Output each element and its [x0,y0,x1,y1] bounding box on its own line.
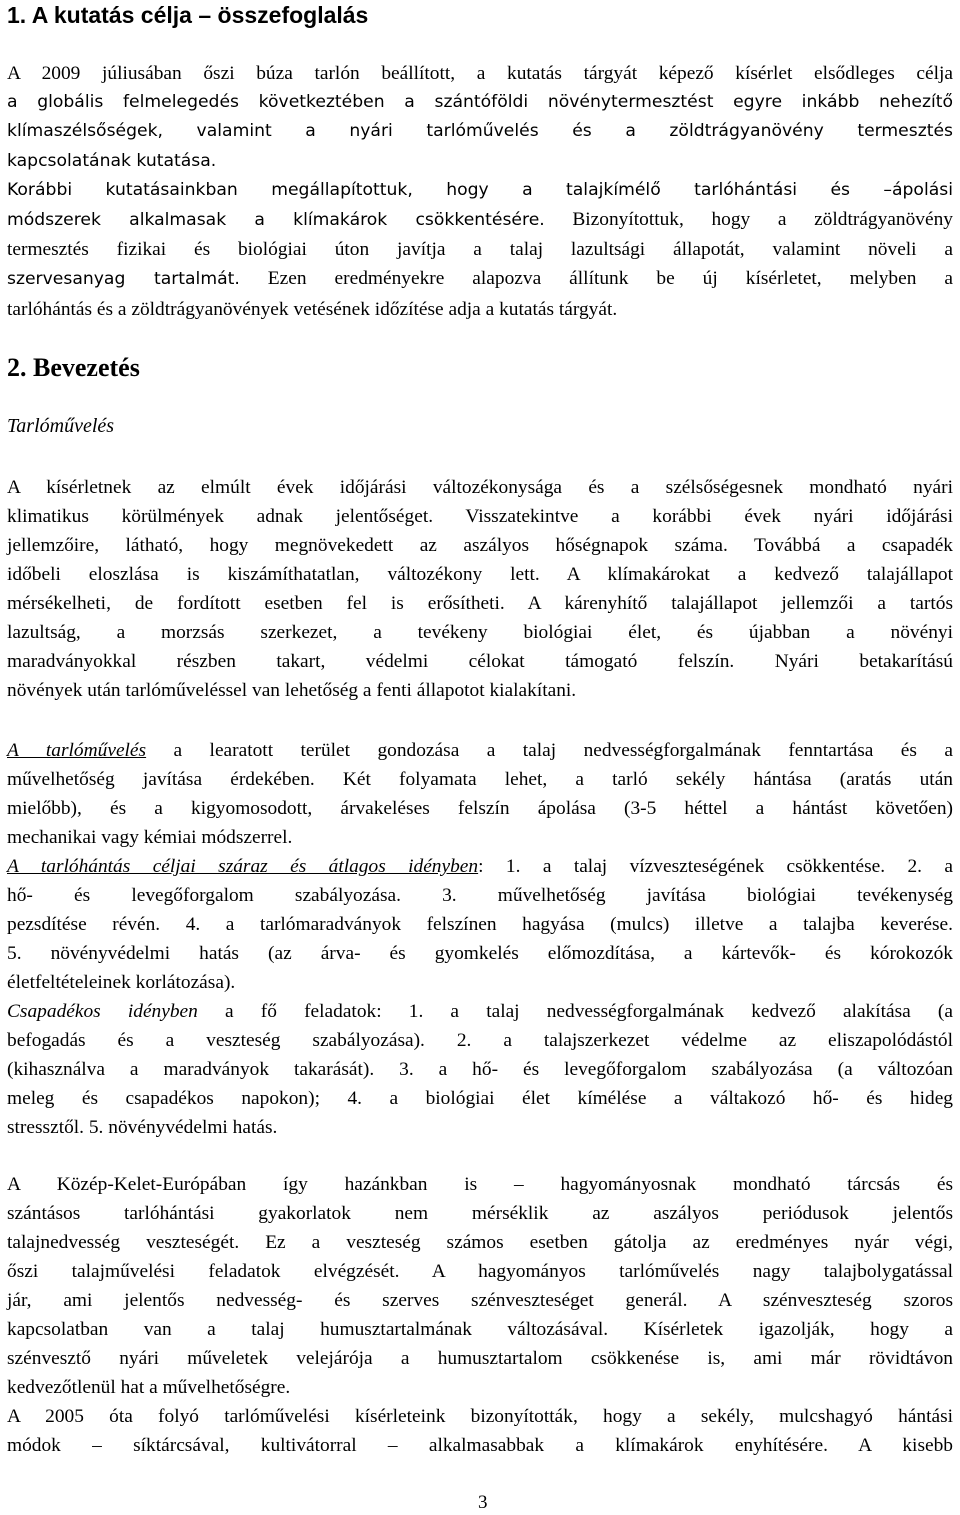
text-span: a fő feladatok: 1. a talaj nedvességforgalmának kedvező alakítása (a [197,1001,953,1022]
text-line: A 2009 júliusában őszi búza tarlón beállított, a kutatás tárgyát képező kísérlet elsődleges célja [7,63,953,84]
text-line: művelhetőség javítása érdekében. Két folyamata lehet, a tarló sekély hántása (aratás után [7,769,953,790]
text-line: a globális felmelegedés következtében a szántóföldi növénytermesztést egyre inkább nehezítő [7,92,953,113]
text-line: tarlóhántás és a zöldtrágyanövények vetésének időzítése adja a kutatás tárgyát. [7,298,618,320]
text-span: : 1. a talaj vízveszteségének csökkentése. 2. a [478,856,953,877]
text-line: termesztés fizikai és biológiai úton javítja a talaj lazultsági állapotát, valamint növeli a [7,239,953,261]
text-line: szántásos tarlóhántási gyakorlatok nem mérséklik az aszályos periódusok jelentős [7,1203,953,1224]
text-line: életfeltételeinek korlátozása). [7,972,236,993]
emphasis-text: A tarlóhántás céljai száraz és átlagos idényben [7,856,479,877]
text-span: szervesanyag tartalmát. [7,269,240,290]
text-line: klímaszélsőségek, valamint a nyári tarlóművelés és a zöldtrágyanövény termesztés [7,121,953,142]
text-line: mechanikai vagy kémiai módszerrel. [7,827,293,848]
text-line: A Közép-Kelet-Európában így hazánkban is – hagyományosnak mondható tárcsás és [7,1174,953,1195]
stubble-tillage-paragraph [7,736,953,1142]
text-line [7,736,953,765]
section-heading-2: 2. Bevezetés [7,353,140,382]
text-line: kapcsolatának kutatása. [7,150,217,171]
text-line: A kísérletnek az elmúlt évek időjárási változékonysága és a szélsőségesnek mondható nyári [7,477,953,498]
text-line: 5. növényvédelmi hatás (az árva- és gyomkelés előmozdítása, a kártevők- és kórokozók [7,943,953,964]
text-line: lazultság, a morzsás szerkezet, a tevékeny biológiai élet, és újabban a növényi [7,622,953,643]
section-heading-1: 1. A kutatás célja – összefoglalás [7,2,369,28]
text-line: stressztől. 5. növényvédelmi hatás. [7,1117,278,1138]
text-line: A 2005 óta folyó tarlóművelési kísérleteink bizonyították, hogy a sekély, mulcshagyó hántási [7,1406,953,1427]
text-line: őszi talajművelési feladatok elvégzését. A hagyományos tarlóművelés nagy talajbolygatással [7,1261,953,1282]
text-line: hő- és levegőforgalom szabályozása. 3. művelhetőség javítása biológiai tevékenység [7,885,953,906]
text-line: maradványokkal részben takart, védelmi célokat támogató felszín. Nyári betakarítású [7,651,953,672]
text-line: növények után tarlóműveléssel van lehetőség a fenti állapotot kialakítani. [7,680,577,701]
emphasis-text: Csapadékos idényben [7,1001,198,1022]
text-line: mérsékelheti, de fordított esetben fel is erősítheti. A kárenyhítő talajállapot jellemzői a tartós [7,593,953,614]
text-line: szénvesztő nyári műveletek velejárója a humusztartalom csökkenése is, ami már rövidtávon [7,1348,953,1369]
text-span: a learatott terület gondozása a talaj nedvességforgalmának fenntartása és a [146,740,953,761]
text-line: pezsdítése révén. 4. a tarlómaradványok felszínen hagyása (mulcs) illetve a talajba keverése. [7,914,953,935]
text-line: klimatikus körülmények adnak jelentőséget. Visszatekintve a korábbi évek nyári időjárási [7,506,953,527]
text-line [7,205,953,235]
text-line: befogadás és a veszteség szabályozása). 2. a talajszerkezet védelme az eliszapolódástól [7,1030,953,1051]
text-line: (kihasználva a maradványok takarását). 3. a hő- és levegőforgalom szabályozása (a változóan [7,1059,953,1080]
intro-paragraph [7,473,953,705]
text-line: módok – síktárcsával, kultivátorral – alkalmasabbak a klímakárok enyhítésére. A kisebb [7,1435,953,1456]
text-line: időbeli eloszlása is kiszámíthatatlan, változékony lett. A klímakárokat a kedvező talajállapot [7,564,953,585]
text-line: Korábbi kutatásainkban megállapítottuk, hogy a talajkímélő tarlóhántási és –ápolási [7,179,953,200]
text-line [7,997,953,1026]
text-span: Ezen eredményekre alapozva állítunk be új kísérletet, melyben a [239,268,953,290]
text-line: talajnedvesség veszteségét. Ez a veszteség számos esetben gátolja az eredményes nyár végi, [7,1232,953,1253]
text-line: jellemzőire, látható, hogy megnövekedett az aszályos hőségnapok száma. Továbbá a csapadék [7,535,953,556]
text-span: módszerek alkalmasak a klímakárok csökkentésére. [7,210,545,231]
summary-paragraph [7,59,953,324]
central-europe-paragraph [7,1170,953,1460]
page-number: 3 [478,1492,488,1513]
text-line: mielőbb), és a kigyomosodott, árvakeléses felszín ápolása (3-5 héttel a hántást követően) [7,798,953,819]
text-line [7,852,953,881]
subsection-heading: Tarlóművelés [7,415,115,437]
text-line: meleg és csapadékos napokon); 4. a biológiai élet kímélése a váltakozó hő- és hideg [7,1088,953,1109]
text-line [7,264,953,294]
text-span: Bizonyítottuk, hogy a zöldtrágyanövény [544,209,953,231]
text-line: kedvezőtlenül hat a művelhetőségre. [7,1377,291,1398]
text-line: kapcsolatban van a talaj humusztartalmának változásával. Kísérletek igazolják, hogy a [7,1319,953,1340]
text-line: jár, ami jelentős nedvesség- és szerves szénveszteséget generál. A szénveszteség szoros [7,1290,953,1311]
emphasis-text: A tarlóművelés [7,740,147,761]
